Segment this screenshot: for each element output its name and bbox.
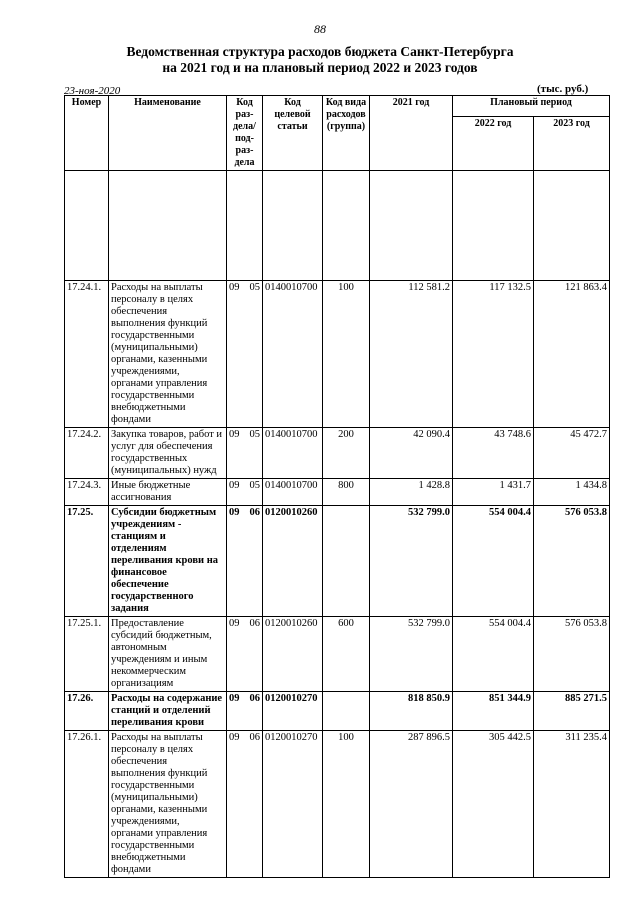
row-amount-2023: 311 235.4: [534, 731, 610, 878]
col-header-razdel: Код раз- дела/ под- раз- дела: [227, 96, 263, 171]
podrazdel-code: 05: [249, 282, 260, 293]
col-header-planned-period: Плановый период: [453, 96, 610, 117]
row-name: Расходы на выплаты персоналу в целях обеспечения выполнения функций государственными (муниципальными) органами, казенными учреждениями, органами управления государственными внебюджетными фондами: [109, 731, 227, 878]
row-razdel-code: [227, 479, 263, 506]
row-razdel-code: [227, 281, 263, 428]
row-target-code: 0140010700: [263, 281, 323, 428]
table-row: [65, 617, 610, 692]
row-target-code: 0120010260: [263, 506, 323, 617]
table-row: [65, 692, 610, 731]
col-header-name: Наименование: [109, 96, 227, 171]
row-target-code: 0120010270: [263, 692, 323, 731]
table-header: [65, 96, 610, 171]
row-amount-2021: 287 896.5: [370, 731, 453, 878]
row-number: 17.26.1.: [65, 731, 109, 878]
table-body: [65, 171, 610, 878]
row-name: Расходы на выплаты персоналу в целях обеспечения выполнения функций государственными (муниципальными) органами, казенными учреждениями, органами управления государственными внебюджетными фондами: [109, 281, 227, 428]
row-target-code: 0140010700: [263, 428, 323, 479]
units-label: (тыс. руб.): [537, 83, 589, 95]
row-amount-2022: 1 431.7: [453, 479, 534, 506]
podrazdel-code: 05: [249, 480, 260, 491]
row-razdel-code: [227, 731, 263, 878]
col-header-vid: Код вида расходов (группа): [323, 96, 370, 171]
table-row: [65, 428, 610, 479]
podrazdel-code: 05: [249, 429, 260, 440]
row-target-code: 0120010260: [263, 617, 323, 692]
row-vid-code: 100: [323, 731, 370, 878]
header-spacer-row: [65, 171, 610, 281]
table-row: [65, 506, 610, 617]
row-name: Расходы на содержание станций и отделений переливания крови: [109, 692, 227, 731]
row-vid-code: 100: [323, 281, 370, 428]
document-title: [0, 44, 640, 76]
table-row: [65, 479, 610, 506]
row-razdel-code: [227, 692, 263, 731]
row-number: 17.25.: [65, 506, 109, 617]
row-name: Субсидии бюджетным учреждениям - станциям и отделениям переливания крови на финансовое обеспечение государственного задания: [109, 506, 227, 617]
page-number: 88: [314, 22, 326, 36]
table-row: [65, 731, 610, 878]
table-row: [65, 281, 610, 428]
razdel-code: 09: [229, 693, 240, 704]
row-vid-code: [323, 506, 370, 617]
row-amount-2021: 532 799.0: [370, 617, 453, 692]
podrazdel-code: 06: [249, 732, 260, 743]
row-razdel-code: [227, 506, 263, 617]
row-amount-2023: 576 053.8: [534, 506, 610, 617]
row-amount-2021: 532 799.0: [370, 506, 453, 617]
row-vid-code: 600: [323, 617, 370, 692]
row-razdel-code: [227, 617, 263, 692]
row-number: 17.24.1.: [65, 281, 109, 428]
row-target-code: 0120010270: [263, 731, 323, 878]
razdel-code: 09: [229, 429, 240, 440]
row-amount-2023: 885 271.5: [534, 692, 610, 731]
row-name: Иные бюджетные ассигнования: [109, 479, 227, 506]
row-amount-2022: 554 004.4: [453, 506, 534, 617]
row-amount-2022: 43 748.6: [453, 428, 534, 479]
row-amount-2023: 121 863.4: [534, 281, 610, 428]
col-header-2021: 2021 год: [370, 96, 453, 171]
col-header-target: Код целевой статьи: [263, 96, 323, 171]
razdel-code: 09: [229, 732, 240, 743]
razdel-code: 09: [229, 618, 240, 629]
row-amount-2022: 851 344.9: [453, 692, 534, 731]
row-amount-2023: 45 472.7: [534, 428, 610, 479]
row-vid-code: 200: [323, 428, 370, 479]
podrazdel-code: 06: [249, 507, 260, 518]
title-line-2: на 2021 год и на плановый период 2022 и 2023 годов: [162, 60, 478, 75]
row-amount-2023: 576 053.8: [534, 617, 610, 692]
row-number: 17.25.1.: [65, 617, 109, 692]
row-name: Закупка товаров, работ и услуг для обеспечения государственных (муниципальных) нужд: [109, 428, 227, 479]
row-amount-2023: 1 434.8: [534, 479, 610, 506]
row-vid-code: 800: [323, 479, 370, 506]
row-vid-code: [323, 692, 370, 731]
row-number: 17.24.3.: [65, 479, 109, 506]
row-name: Предоставление субсидий бюджетным, автономным учреждениям и иным некоммерческим организациям: [109, 617, 227, 692]
podrazdel-code: 06: [249, 618, 260, 629]
row-amount-2021: 1 428.8: [370, 479, 453, 506]
row-amount-2021: 42 090.4: [370, 428, 453, 479]
row-amount-2021: 818 850.9: [370, 692, 453, 731]
row-razdel-code: [227, 428, 263, 479]
row-amount-2021: 112 581.2: [370, 281, 453, 428]
podrazdel-code: 06: [249, 693, 260, 704]
razdel-code: 09: [229, 507, 240, 518]
col-header-2022: 2022 год: [453, 117, 534, 171]
col-header-2023: 2023 год: [534, 117, 610, 171]
row-number: 17.26.: [65, 692, 109, 731]
row-amount-2022: 117 132.5: [453, 281, 534, 428]
col-header-number: Номер: [65, 96, 109, 171]
title-line-1: Ведомственная структура расходов бюджета Санкт-Петербурга: [126, 44, 514, 59]
row-amount-2022: 305 442.5: [453, 731, 534, 878]
razdel-code: 09: [229, 282, 240, 293]
document-date: 23-ноя-2020: [64, 85, 121, 97]
budget-table: [64, 95, 610, 878]
row-number: 17.24.2.: [65, 428, 109, 479]
row-target-code: 0140010700: [263, 479, 323, 506]
row-amount-2022: 554 004.4: [453, 617, 534, 692]
razdel-code: 09: [229, 480, 240, 491]
